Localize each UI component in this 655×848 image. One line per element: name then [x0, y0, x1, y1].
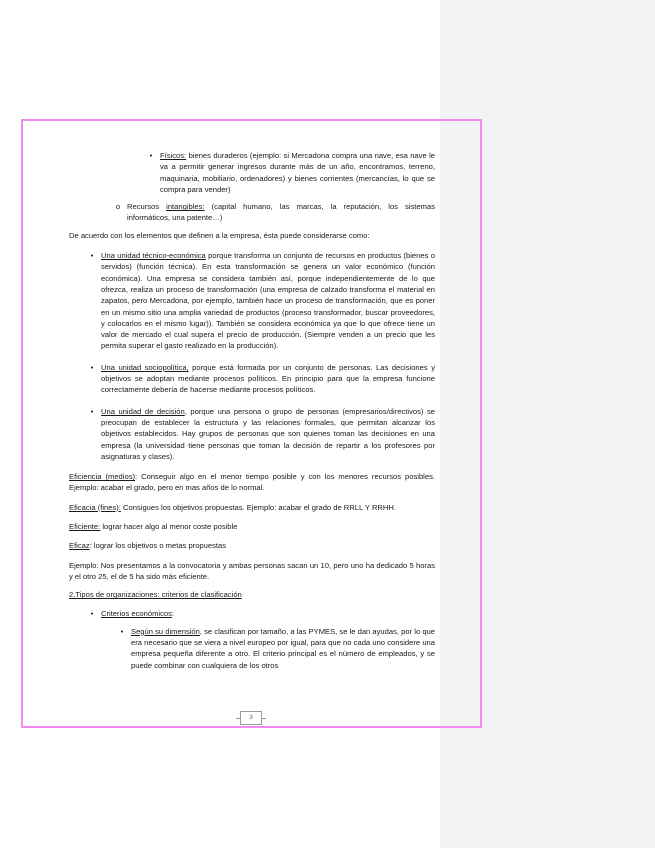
term-text: bienes duraderos (ejemplo: si Mercadona compra una nave, esa nave le va a permitir generar ingresos durante más de un año, encontramos, terreno, maquinaria, mobiliario, ordenadores) y bienes corrientes (mercancías, lo que se compra para vender)	[160, 151, 435, 194]
term-text: : Conseguir algo en el menor tiempo posible y con los menores recursos posibles. Ejemplo: acabar el grado, pero en mas años de lo normal.	[69, 472, 435, 493]
term-label: intangibles:	[166, 202, 205, 212]
term-label: Según su dimensión	[131, 626, 200, 636]
document-body	[69, 150, 435, 677]
term-prefix: Recursos	[127, 202, 167, 212]
term-label: Una unidad sociopolítica,	[101, 362, 189, 372]
term-text: porque está formada por un conjunto de personas. Las decisiones y objetivos se adoptan mediante procesos políticos. En principio para que la empresa funcione correctamente debería de hacerse mediante procesos políticos.	[101, 362, 435, 395]
section-heading: 2.Tipos de organizaciones: criterios de clasificación	[69, 590, 242, 600]
bullet-icon: •	[90, 251, 94, 261]
term-text: : lograr los objetivos o metas propuestas	[89, 541, 227, 551]
term-label: Criterios económicos	[101, 608, 172, 618]
bullet-icon: •	[90, 406, 94, 416]
term-label: Físicos:	[160, 151, 187, 160]
term-label: Una unidad técnico-económica	[101, 251, 206, 261]
term-text: , se clasifican por tamaño, a las PYMES, se le dan ayudas, por lo que era necesario que se viera a nivel europeo por igual, para que no cada uno considere una empresa pequeña diferente a otro. El criterio principal es el número de empleados, y se puede combinar con cualquiera de los otros	[131, 626, 435, 670]
list-item-criterios	[90, 608, 435, 619]
list-item-dimension	[120, 626, 435, 671]
bullet-icon: •	[90, 608, 94, 618]
definition-eficaz	[69, 540, 435, 551]
term-text: , porque una persona o grupo de personas (empresarios/directivos) se preocupan de establecer la estructura y las relaciones formales, que permitan alcanzar los objetivos establecidos. Hay grupos de personas que son quienes toman las decisiones en una empresa (la universidad tiene personas que toman la decisión de repartir a los profesores por asignaturas y clases).	[101, 406, 435, 461]
list-item-fisicos	[149, 150, 435, 195]
term-label: Eficacia (fines):	[69, 502, 121, 512]
term-label: Una unidad de decisión	[101, 406, 185, 416]
intro-paragraph: De acuerdo con los elementos que definen a la empresa, ésta puede considerarse como:	[69, 230, 370, 240]
list-item-unidad-sociopolitica	[90, 362, 435, 396]
bullet-icon: •	[149, 151, 153, 160]
definition-eficiencia	[69, 471, 435, 494]
term-text: Consigues los objetivos propuestas. Ejemplo: acabar el grado de RRLL Y RRHH.	[120, 502, 396, 512]
list-item-intangibles	[115, 201, 435, 224]
term-text: (capital humano, las marcas, la reputación, los sistemas informáticos, una patente…)	[127, 202, 435, 223]
page-number: 3	[240, 711, 262, 725]
term-label: Eficaz	[69, 541, 90, 551]
definition-eficacia	[69, 502, 435, 513]
term-text: porque transforma un conjunto de recursos en productos (bienes o servidos) (función técnica). En esta transformación se genera un valor económico (función económica). Una empresa se considera también así, porque independientemente de lo que ofrezca, realiza un proceso de transformación (una empresa de calzado transforma el material en zapatos, pero Mercadona, por ejemplo, también hace un proceso de transformación, que es poner en un mismo sitio una amplia variedad de productos (proceso transformador, buscar proveedores, y colocarlos en el mismo lugar)). También se considera económica ya que lo que ofrece tiene un valor de mercado el cual supera el precio de producción. (Siempre venden a un precio que les permita superar el gasto realizado en la producción).	[101, 251, 435, 351]
list-item-unidad-tecnica	[90, 250, 435, 352]
term-label: Eficiencia (medios)	[69, 472, 136, 482]
term-text: lograr hacer algo al menor coste posible	[100, 522, 238, 532]
definition-eficiente	[69, 521, 435, 532]
term-label: Eficiente:	[69, 522, 101, 532]
bullet-icon: •	[90, 362, 94, 372]
term-text: :	[171, 608, 175, 618]
bullet-icon: •	[120, 626, 124, 636]
list-item-unidad-decision	[90, 406, 435, 462]
circle-bullet-icon: o	[115, 202, 121, 212]
example-paragraph: Ejemplo: Nos presentamos a la convocatoria y ambas personas sacan un 10, pero uno ha dedicado 5 horas y el otro 25, el de 5 ha sido más eficiente.	[69, 560, 435, 581]
